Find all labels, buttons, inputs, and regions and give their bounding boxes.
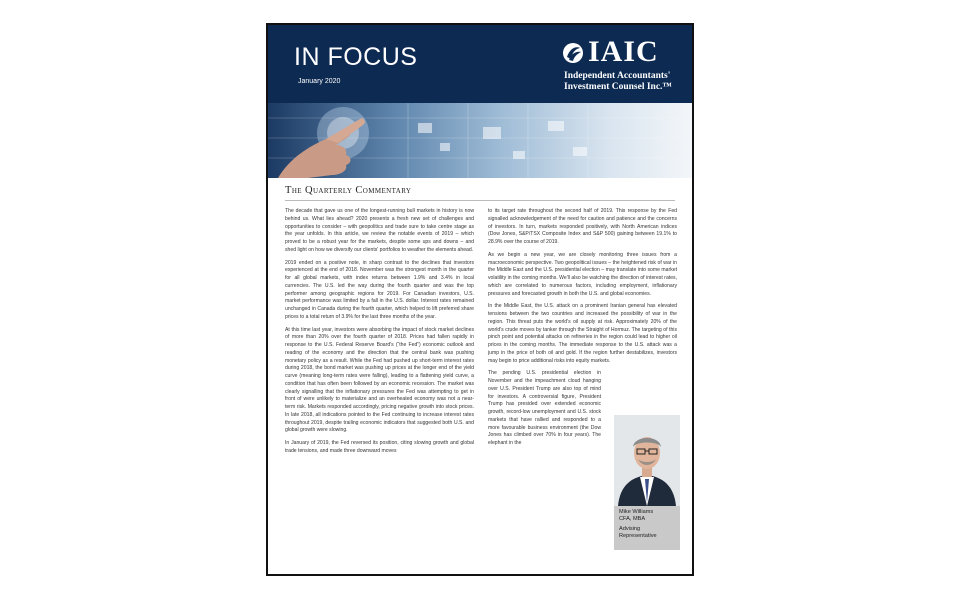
article-column-left (285, 208, 474, 461)
section-divider (285, 200, 675, 201)
company-name-line2: Investment Counsel Inc.™ (564, 82, 672, 92)
company-name-line1: Independent Accountants' (564, 71, 671, 81)
paragraph: In January of 2019, the Fed reversed its position, citing slowing growth and global trade tensions, and made three downward moves (285, 440, 474, 454)
advisor-name: Mike Williams (619, 509, 654, 515)
advisor-portrait-image (614, 415, 680, 506)
paragraph: 2019 ended on a positive note, in sharp contrast to the declines that investors experienced at the end of 2018. November was the strongest month in the quarter for all global markets, with index returns between 1.9% and 3.4% in local currencies. The U.S. led the way during the fourth quarter and was the top performer among geographic regions for 2019. For Canadian investors, U.S. market performance was limited by a fall in the U.S. dollar. Interest rates remained unchanged in Canada during the fourth quarter, which helped to lift preferred share prices to a total return of 3.9% for the last three months of the year. (285, 259, 474, 320)
globe-logo-icon (562, 42, 584, 64)
header-band (268, 25, 692, 103)
paragraph: to its target rate throughout the second half of 2019. This response by the Fed signalled acknowledgement of the need for caution and patience and the concerns of investors. In turn, markets responded positively, with North American indices (Dow Jones, S&P/TSX Composite Index and S&P 500) gaining between 19.1% to 28.9% over the course of 2019. (488, 208, 677, 245)
advisor-role: Advising Representative (619, 526, 657, 539)
newsletter-page (266, 23, 694, 576)
logo-wordmark: IAIC (588, 35, 659, 68)
issue-date: January 2020 (298, 78, 341, 85)
banner-image (268, 103, 692, 178)
advisor-photo (614, 415, 680, 506)
paragraph: The decade that gave us one of the longest-running bull markets in history is now behind us. What lies ahead? 2020 presents a fresh new set of challenges and opportunities to consider – with geopolitics and trade sure to take centre stage as the year unfolds. In this article, we review the notable events of 2019 – which proved to be a robust year for the markets, despite some ups and downs – and shed light on how we diversify our clients' portfolios to weather the elements ahead. (285, 208, 474, 253)
hand-touchscreen-illustration (268, 103, 692, 178)
paragraph: At this time last year, investors were absorbing the impact of stock market declines of more than 20% over the fourth quarter of 2018. Prices had fallen rapidly in response to the U.S. Federal Reserve Board's (“the Fed”) economic outlook and reading of the economy and the direction that the central bank was pushing monetary policy as a result. While the Fed had pushed up short-term interest rates during 2018, the bond market was pushing up prices at the longer end of the yield curve (meaning long-term rates were falling), leading to a flattening yield curve, a condition that has often been followed by an economic recession. The market was clearly signalling that the inflationary pressures the Fed was attempting to get in front of were unlikely to materialize and an overheated economy was not a near-term risk. Markets responded accordingly, pricing negative growth into stock prices. In late 2018, all indications pointed to the Fed continuing to increase interest rates throughout 2019, despite trailing economic indicators that suggested both U.S. and global growth were slowing. (285, 326, 474, 434)
paragraph: The pending U.S. presidential election in November and the impeachment cloud hanging over U.S. President Trump are also top of mind for investors. A controversial figure, President Trump has presided over extended economic growth, record-low unemployment and U.S. stock markets that have rallied and responded to a more favourable business environment (the Dow Jones has climbed over 70% in four years). The elephant in the (488, 370, 601, 446)
section-title: The Quarterly Commentary (285, 185, 412, 196)
newsletter-title: IN FOCUS (294, 43, 418, 71)
paragraph: As we begin a new year, we are closely monitoring three issues from a macroeconomic perspective. Two geopolitical issues – the heightened risk of war in the Middle East and the U.S. presidential election – may translate into some market volatility in the coming months. We'll also be watching the direction of interest rates, which are correlated to numerous factors, including employment, inflationary pressures and forecasted growth in both the U.S. and global economies. (488, 251, 677, 297)
advisor-credentials: CFA, MBA (619, 516, 646, 522)
paragraph: In the Middle East, the U.S. attack on a prominent Iranian general has elevated tensions between the two countries and increased the possibility of war in the region. This threat puts the world's oil supply at risk. Approximately 20% of the world's crude moves by tanker through the Straight of Hormuz. The targeting of this pinch point and potential attacks on refineries in the region could lead to higher oil prices in the coming months. The immediate response to the U.S. attack was a jump in the price of both oil and gold. If the region further destabilizes, investors may begin to price additional risks into equity markets. (488, 303, 677, 364)
advisor-caption (614, 506, 680, 550)
company-logo (562, 35, 682, 95)
